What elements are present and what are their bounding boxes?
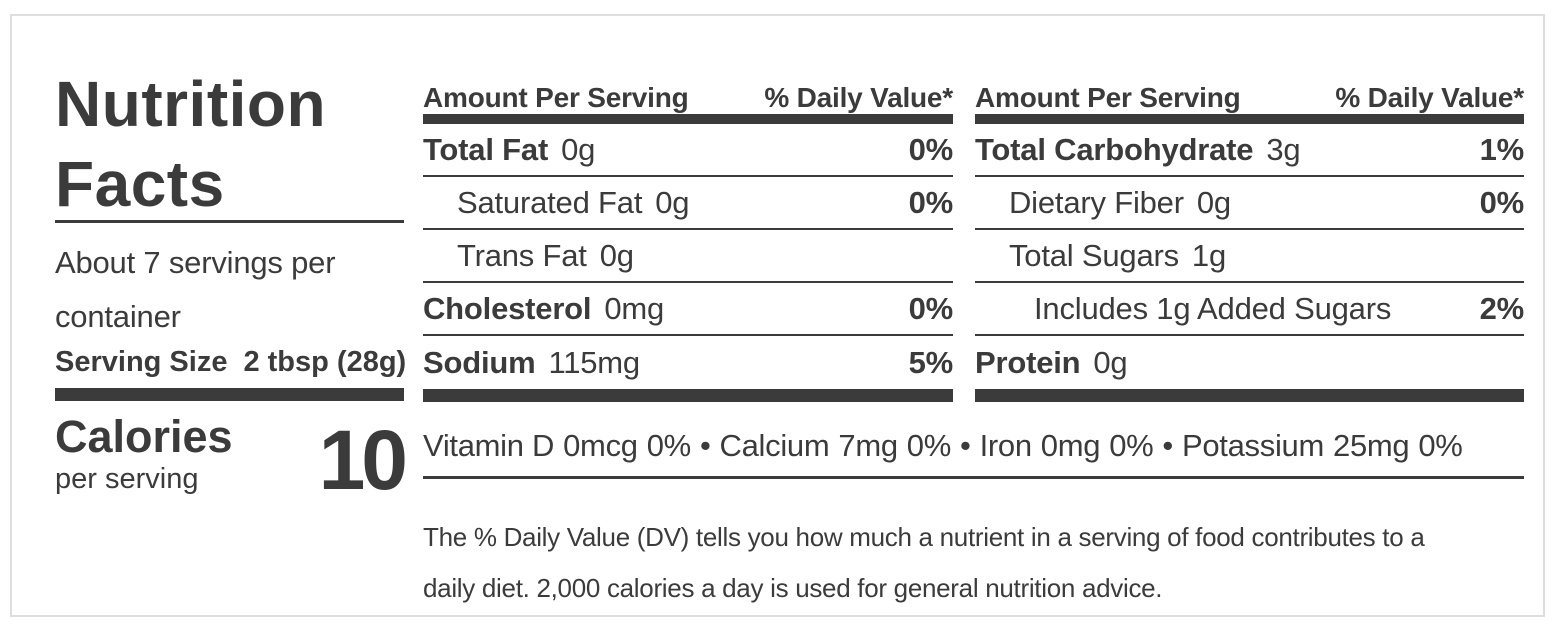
micronutrient-amount: 7mg — [838, 428, 898, 463]
daily-value: 0% — [1479, 184, 1524, 220]
nutrient-name: Dietary Fiber — [1009, 184, 1184, 220]
nutrient-name: Saturated Fat — [457, 184, 643, 220]
bullet-separator: • — [960, 428, 971, 463]
header-thick-divider — [423, 114, 953, 124]
nutrient-amount: 0g — [1093, 344, 1128, 380]
daily-value: 0% — [908, 184, 953, 220]
footnote-line2: daily diet. 2,000 calories a day is used for general nutrition advice. — [423, 573, 1163, 603]
micronutrient-name: Vitamin D — [423, 428, 555, 463]
nutrient-column-right — [975, 72, 1524, 402]
serving-size-thick-divider — [55, 388, 404, 401]
micronutrients-divider — [423, 476, 1524, 479]
nutrient-name: Protein — [975, 344, 1081, 380]
bullet-separator: • — [1162, 428, 1173, 463]
daily-value-footnote — [423, 512, 1528, 614]
amount-per-serving-header: Amount Per Serving — [423, 82, 689, 113]
micronutrients-row — [423, 424, 1524, 468]
footnote-line1: The % Daily Value (DV) tells you how much a nutrient in a serving of food contributes to a — [423, 522, 1425, 552]
nutrient-row-saturated-fat — [423, 177, 953, 230]
nutrient-name: Cholesterol — [423, 290, 592, 326]
nutrient-name: Trans Fat — [457, 237, 587, 273]
nutrient-row-total-carbohydrate — [975, 124, 1524, 177]
nutrient-name: Total Fat — [423, 131, 549, 167]
micronutrient-dv: 0% — [646, 428, 691, 463]
nutrient-row-total-sugars — [975, 230, 1524, 283]
nutrient-amount: 1g — [1191, 237, 1227, 273]
column-header — [423, 72, 953, 114]
micronutrient-name: Calcium — [719, 428, 830, 463]
amount-per-serving-header: Amount Per Serving — [975, 82, 1241, 113]
daily-value-header: % Daily Value* — [764, 82, 953, 113]
nutrient-name: Includes 1g Added Sugars — [1034, 290, 1392, 326]
label-title — [55, 64, 404, 224]
nutrient-row-cholesterol — [423, 283, 953, 336]
nutrient-amount: 3g — [1266, 131, 1301, 167]
nutrient-amount: 0g — [561, 131, 596, 167]
title-divider — [55, 220, 404, 223]
nutrition-facts-label — [10, 14, 1545, 617]
calories-label: Calories — [55, 411, 233, 462]
nutrient-name: Sodium — [423, 344, 536, 380]
daily-value: 1% — [1479, 131, 1524, 167]
nutrient-name: Total Carbohydrate — [975, 131, 1254, 167]
serving-size-value: 2 tbsp (28g) — [243, 346, 407, 378]
micronutrient-amount: 0mg — [1040, 428, 1101, 463]
label-title-line2: Facts — [55, 148, 225, 220]
daily-value: 2% — [1479, 290, 1524, 326]
micronutrient-amount: 0mcg — [563, 428, 638, 463]
daily-value: 0% — [908, 290, 953, 326]
nutrient-amount: 0mg — [604, 290, 665, 326]
nutrient-amount: 0g — [1196, 184, 1231, 220]
micronutrient-dv: 0% — [906, 428, 951, 463]
micronutrient-name: Iron — [979, 428, 1032, 463]
calories-value: 10 — [318, 413, 404, 507]
column-bottom-thick-divider — [423, 389, 953, 402]
nutrient-row-sodium — [423, 336, 953, 389]
nutrient-row-total-fat — [423, 124, 953, 177]
column-header — [975, 72, 1524, 114]
daily-value: 0% — [908, 131, 953, 167]
nutrient-row-protein — [975, 336, 1524, 389]
micronutrient-dv: 0% — [1109, 428, 1154, 463]
header-thick-divider — [975, 114, 1524, 124]
calories-row — [55, 411, 404, 507]
nutrient-amount: 0g — [599, 237, 634, 273]
nutrient-amount: 115mg — [548, 344, 640, 380]
nutrient-row-dietary-fiber — [975, 177, 1524, 230]
calories-per-serving-label: per serving — [55, 463, 199, 495]
label-title-line1: Nutrition — [55, 68, 327, 140]
nutrient-amount: 0g — [655, 184, 690, 220]
micronutrient-name: Potassium — [1181, 428, 1324, 463]
serving-size-label: Serving Size — [55, 346, 228, 378]
column-bottom-thick-divider — [975, 389, 1524, 402]
nutrient-column-left — [423, 72, 953, 402]
bullet-separator: • — [699, 428, 711, 463]
nutrient-row-added-sugars — [975, 283, 1524, 336]
daily-value-header: % Daily Value* — [1335, 82, 1524, 113]
nutrient-row-trans-fat — [423, 230, 953, 283]
servings-per-container: About 7 servings per container — [55, 245, 336, 334]
nutrient-name: Total Sugars — [1009, 237, 1179, 273]
serving-size-row — [55, 346, 407, 379]
micronutrient-amount: 25mg — [1333, 428, 1410, 463]
micronutrient-dv: 0% — [1418, 428, 1463, 463]
daily-value: 5% — [908, 344, 953, 380]
